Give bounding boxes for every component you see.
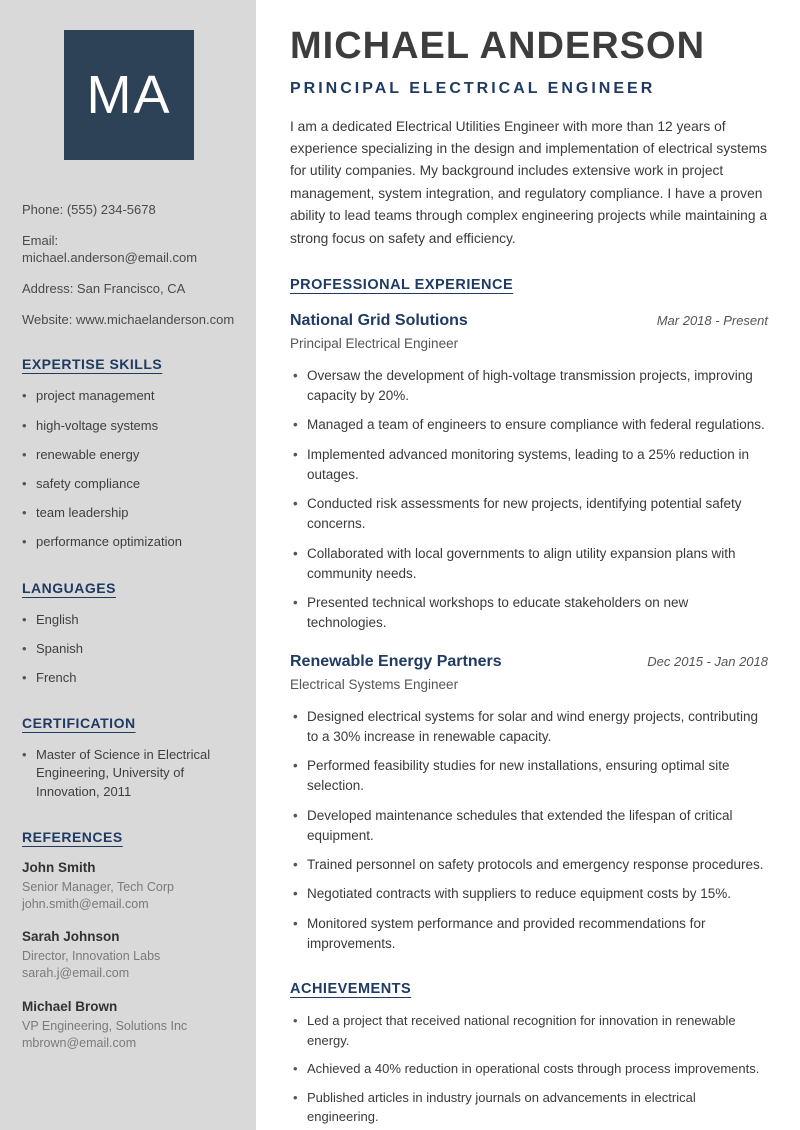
job-header bbox=[290, 653, 768, 671]
list-item: • Oversaw the development of high-voltage transmission projects, improving capacity by 20%. bbox=[290, 366, 768, 407]
list-item: • Spanish bbox=[22, 640, 236, 658]
certification-list bbox=[22, 746, 236, 801]
skills-heading: EXPERTISE SKILLS bbox=[22, 356, 163, 373]
list-item: • Designed electrical systems for solar and wind energy projects, contributing to a 30% increase in renewable capacity. bbox=[290, 707, 768, 748]
list-item: • French bbox=[22, 669, 236, 687]
contact-block bbox=[22, 202, 236, 328]
reference-name: John Smith bbox=[22, 859, 96, 875]
list-item: • Negotiated contracts with suppliers to reduce equipment costs by 15%. bbox=[290, 884, 768, 904]
list-item: • Developed maintenance schedules that extended the lifespan of critical equipment. bbox=[290, 806, 768, 847]
candidate-title: PRINCIPAL ELECTRICAL ENGINEER bbox=[290, 79, 656, 97]
reference-entry bbox=[22, 999, 236, 1052]
certification-heading: CERTIFICATION bbox=[22, 715, 136, 732]
reference-email: mbrown@email.com bbox=[22, 1036, 137, 1051]
sidebar bbox=[0, 0, 256, 1130]
summary-paragraph: I am a dedicated Electrical Utilities Engineer with more than 12 years of experience specializing in the design and implementation of electrical systems for utility companies. My background includes extensive work in project management, system integration, and regulatory compliance. I have a proven ability to lead teams through complex engineering projects while maintaining a strong focus on safety and efficiency. bbox=[290, 118, 768, 246]
reference-name: Michael Brown bbox=[22, 999, 118, 1015]
experience-entry bbox=[290, 312, 768, 634]
monogram-badge bbox=[64, 30, 194, 160]
list-item: • safety compliance bbox=[22, 475, 236, 493]
list-item: • Implemented advanced monitoring systems, leading to a 25% reduction in outages. bbox=[290, 445, 768, 486]
monogram-initials: MA bbox=[86, 65, 172, 125]
candidate-name: MICHAEL ANDERSON bbox=[290, 25, 706, 67]
references-heading: REFERENCES bbox=[22, 828, 123, 845]
reference-name: Sarah Johnson bbox=[22, 929, 120, 945]
company-name: National Grid Solutions bbox=[290, 311, 468, 329]
list-item: • Master of Science in Electrical Engineering, University of Innovation, 2011 bbox=[22, 746, 236, 801]
achievements-heading: ACHIEVEMENTS bbox=[290, 981, 412, 998]
reference-email: sarah.j@email.com bbox=[22, 966, 130, 981]
reference-entry bbox=[22, 929, 236, 982]
list-item: • Performed feasibility studies for new installations, ensuring optimal site selection. bbox=[290, 756, 768, 797]
main-content bbox=[256, 0, 800, 1130]
contact-phone: Phone: (555) 234-5678 bbox=[22, 202, 156, 217]
list-item: • English bbox=[22, 611, 236, 629]
list-item: • Achieved a 40% reduction in operational costs through process improvements. bbox=[290, 1059, 768, 1079]
list-item: • Collaborated with local governments to align utility expansion plans with community needs. bbox=[290, 544, 768, 585]
experience-heading: PROFESSIONAL EXPERIENCE bbox=[290, 276, 514, 293]
job-header bbox=[290, 312, 768, 330]
contact-address: Address: San Francisco, CA bbox=[22, 280, 186, 296]
list-item: • performance optimization bbox=[22, 533, 236, 551]
list-item: • Managed a team of engineers to ensure compliance with federal regulations. bbox=[290, 415, 768, 435]
reference-email: john.smith@email.com bbox=[22, 896, 149, 911]
list-item: • project management bbox=[22, 387, 236, 405]
list-item: • Conducted risk assessments for new projects, identifying potential safety concerns. bbox=[290, 494, 768, 535]
list-item: • Trained personnel on safety protocols and emergency response procedures. bbox=[290, 855, 768, 875]
job-dates: Dec 2015 - Jan 2018 bbox=[647, 653, 768, 669]
languages-heading: LANGUAGES bbox=[22, 579, 116, 596]
list-item: • Led a project that received national recognition for innovation in renewable energy. bbox=[290, 1011, 768, 1050]
company-name: Renewable Energy Partners bbox=[290, 652, 502, 670]
reference-title: VP Engineering, Solutions Inc bbox=[22, 1019, 188, 1034]
list-item: • Monitored system performance and provided recommendations for improvements. bbox=[290, 914, 768, 955]
list-item: • Presented technical workshops to educate stakeholders on new technologies. bbox=[290, 593, 768, 634]
list-item: • Published articles in industry journals on advancements in electrical engineering. bbox=[290, 1088, 768, 1127]
job-role: Electrical Systems Engineer bbox=[290, 676, 459, 692]
job-bullet-list bbox=[290, 707, 768, 955]
skills-list bbox=[22, 387, 236, 551]
languages-list bbox=[22, 611, 236, 688]
contact-email: Email: michael.anderson@email.com bbox=[22, 232, 198, 265]
list-item: • team leadership bbox=[22, 504, 236, 522]
job-bullet-list bbox=[290, 366, 768, 634]
experience-entry bbox=[290, 653, 768, 955]
list-item: • high-voltage systems bbox=[22, 417, 236, 435]
job-role: Principal Electrical Engineer bbox=[290, 335, 459, 351]
reference-entry bbox=[22, 860, 236, 913]
reference-title: Senior Manager, Tech Corp bbox=[22, 879, 174, 894]
reference-title: Director, Innovation Labs bbox=[22, 949, 161, 964]
contact-website: Website: www.michaelanderson.com bbox=[22, 311, 235, 327]
achievements-list bbox=[290, 1011, 768, 1127]
list-item: • renewable energy bbox=[22, 446, 236, 464]
job-dates: Mar 2018 - Present bbox=[656, 312, 768, 328]
